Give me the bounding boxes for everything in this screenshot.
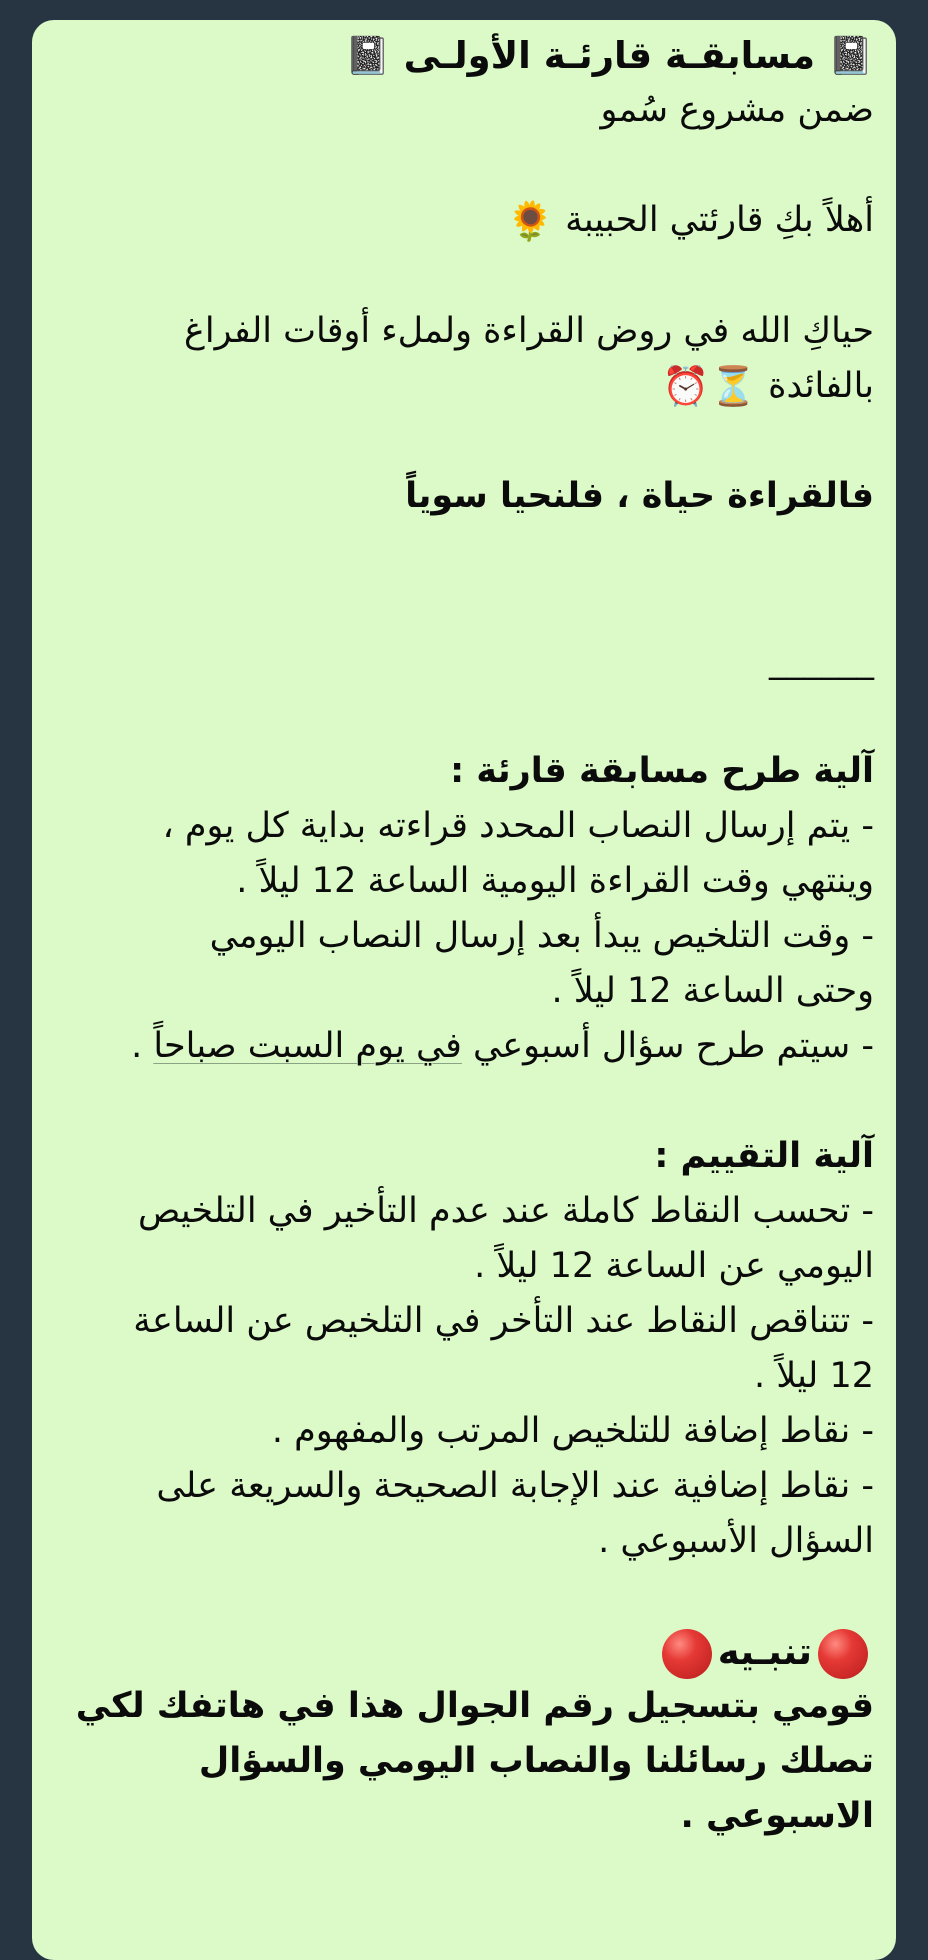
message-title: 📓 مسابقـة قارئـة الأولـى 📓: [344, 34, 874, 77]
evaluation-line: - تحسب النقاط كاملة عند عدم التأخير في التلخيص: [137, 1191, 874, 1231]
red-circle-icon: [662, 1629, 712, 1679]
evaluation-line: 12 ليلاً .: [753, 1356, 874, 1396]
mechanism-line: - وقت التلخيص يبدأ بعد إرسال النصاب اليومي: [209, 916, 874, 956]
evaluation-line: - نقاط إضافية عند الإجابة الصحيحة والسريعة على: [156, 1466, 874, 1506]
mechanism-line: وينتهي وقت القراءة اليومية الساعة 12 ليلاً .: [236, 861, 874, 901]
welcome-line-1: حياكِ الله في روض القراءة ولملء أوقات الفراغ: [183, 310, 874, 351]
alert-heading: تنبـيه: [717, 1630, 812, 1673]
welcome-line-2: [54, 359, 874, 415]
mechanism-line: - يتم إرسال النصاب المحدد قراءته بداية كل يوم ،: [162, 806, 874, 846]
evaluation-line: - نقاط إضافة للتلخيص المرتب والمفهوم .: [271, 1411, 874, 1451]
separator: ______: [769, 641, 874, 681]
welcome-line-2-text: بالفائدة: [768, 365, 874, 406]
mechanism-weekly-suffix: .: [131, 1026, 154, 1066]
greeting-line: [54, 193, 874, 249]
mechanism-line: وحتى الساعة 12 ليلاً .: [551, 971, 874, 1011]
red-circle-icon: [818, 1629, 868, 1679]
evaluation-line: - تتناقص النقاط عند التأخر في التلخيص عن الساعة: [133, 1301, 874, 1341]
mechanism-weekly-line: [54, 1019, 874, 1074]
mechanism-weekly-prefix: - سيتم طرح سؤال أسبوعي: [461, 1026, 874, 1066]
evaluation-line: اليومي عن الساعة 12 ليلاً .: [474, 1246, 874, 1286]
greeting-text: أهلاً بكِ قارئتي الحبيبة: [565, 200, 874, 240]
alert-line: تصلك رسائلنا والنصاب اليومي والسؤال: [198, 1741, 874, 1781]
mechanism-heading: آلية طرح مسابقة قارئة :: [450, 751, 874, 791]
hourglass-alarm-icon: ⏳⏰: [662, 364, 757, 408]
sunflower-icon: 🌻: [506, 198, 554, 243]
motto: فالقراءة حياة ، فلنحيا سوياً: [405, 476, 874, 516]
evaluation-line: السؤال الأسبوعي .: [598, 1521, 874, 1561]
message-subtitle: ضمن مشروع سُمو: [600, 90, 874, 130]
weekly-date-link[interactable]: في يوم السبت صباحاً: [153, 1026, 462, 1066]
message-bubble[interactable]: [32, 20, 896, 1960]
alert-heading-line: [54, 1624, 874, 1679]
alert-line: الاسبوعي .: [680, 1796, 874, 1836]
alert-line: قومي بتسجيل رقم الجوال هذا في هاتفك لكي: [75, 1686, 874, 1726]
evaluation-heading: آلية التقييم :: [654, 1136, 874, 1176]
